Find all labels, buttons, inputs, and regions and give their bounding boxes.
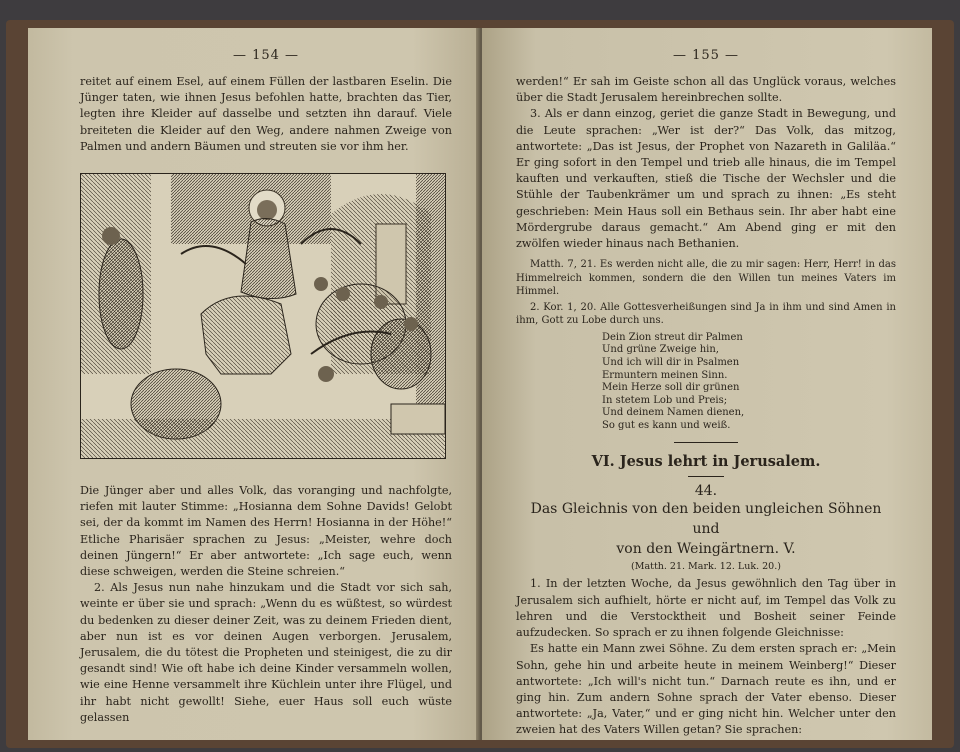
left-text-bottom-1: Die Jünger aber und alles Volk, das voranging und nachfolgte, riefen mit lauter Stimme: „Hosianna dem Sohne Davids! Gelobt sei, der da kommt im Namen des Herrn! Hosianna in der Höhe!“ Etliche Pharisäer sprachen zu Jesus: „Meister, wehre doch deinen Jüngern!“ Er aber antwortete: „Ich sage euch, wenn diese schweigen, werden die Steine schreien.“ bbox=[80, 484, 452, 579]
verse-line: Und ich will dir in Psalmen bbox=[602, 356, 740, 368]
left-page bbox=[28, 28, 480, 740]
right-text-3: 1. In der letzten Woche, da Jesus gewöhnlich den Tag über in Jerusalem sich aufhielt, hörte er nicht auf, im Tempel das Volk zu lehren und die Verstocktheit und Bosheit seiner Feinde aufzudecken. So sprach er zu ihnen folgende Gleichnisse: bbox=[516, 577, 896, 640]
verse-line: Und grüne Zweige hin, bbox=[602, 344, 719, 356]
verse-line: Und deinem Namen dienen, bbox=[602, 407, 745, 419]
verse-line: In stetem Lob und Preis; bbox=[602, 394, 728, 406]
left-text-top: reitet auf einem Esel, auf einem Füllen der lastbaren Eselin. Die Jünger taten, wie ihnen Jesus befohlen hatte, brachten das Tier, legten ihre Kleider auf dasselbe und setzten ihn darauf. Viele breiteten die Kleider auf den Weg, andere nahmen Zweige von Palmen und andern Bäumen und streuten sie vor ihm her. bbox=[80, 75, 452, 153]
right-text-1: werden!“ Er sah im Geiste schon all das Unglück voraus, welches über die Stadt Jerusalem hereinbrechen sollte. bbox=[516, 75, 896, 105]
verse-line: So gut es kann und weiß. bbox=[602, 419, 731, 431]
story-title-line-1: Das Gleichnis von den beiden ungleichen Söhnen und bbox=[530, 501, 882, 538]
verse-line: Ermuntern meinen Sinn. bbox=[602, 369, 728, 381]
scripture-ref-1: Matth. 7, 21. Es werden nicht alle, die zu mir sagen: Herr, Herr! in das Himmelreich kommen, sondern die den Willen tun meines Vaters im Himmel. bbox=[516, 259, 896, 298]
story-references: (Matth. 21. Mark. 12. Luk. 20.) bbox=[631, 561, 781, 573]
hymn-verse bbox=[602, 332, 896, 433]
right-text-4: Es hatte ein Mann zwei Söhne. Zu dem ersten sprach er: „Mein Sohn, gehe hin und arbeite heute in meinem Weinberg!“ Dieser antwortete: „Ich will's nicht tun.“ Darnach reute es ihn, und er ging hin. Zum andern Sohne sprach der Vater ebenso. Dieser antwortete: „Ja, Vater,“ und er ging nicht hin. Welcher unter den zweien hat des Vaters Willen getan? Sie sprachen: bbox=[516, 642, 896, 737]
verse-line: Dein Zion streut dir Palmen bbox=[602, 331, 743, 343]
story-number: 44. bbox=[694, 483, 718, 500]
engraving-image bbox=[81, 174, 445, 458]
section-heading: VI. Jesus lehrt in Jerusalem. bbox=[591, 453, 821, 471]
story-title-line-2: von den Weingärtnern. V. bbox=[616, 541, 796, 558]
right-text-2: 3. Als er dann einzog, geriet die ganze Stadt in Bewegung, und die Leute sprachen: „Wer ist der?“ Das Volk, das mitzog, antwortete: „Das ist Jesus, der Prophet von Nazareth in Galiläa.“ Er ging sofort in den Tempel und trieb alle hinaus, die im Tempel kauften und verkauften, stieß die Tische der Wechsler und die Stühle der Taubenkrämer um und sprach zu ihnen: „Es steht geschrieben: Mein Haus soll ein Bethaus sein. Ihr aber habt eine Mördergrube daraus gemacht.“ Am Abend ging er mit den zwölfen wieder hinaus nach Bethanien. bbox=[516, 107, 896, 251]
divider bbox=[674, 442, 738, 443]
verse-line: Mein Herze soll dir grünen bbox=[602, 382, 740, 394]
left-text-bottom-2: 2. Als Jesus nun nahe hinzukam und die Stadt vor sich sah, weinte er über sie und sprach: „Wenn du es wüßtest, so würdest du bedenken zu dieser deiner Zeit, was zu deinem Frieden dient, aber nun ist es vor deinen Augen verborgen. Jerusalem, Jerusalem, die du tötest die Propheten und steinigest, die zu dir gesandt sind! Wie oft habe ich deine Kinder versammeln wollen, wie eine Henne versammelt ihre Küchlein unter ihre Flügel, und ihr habt nicht gewollt! Siehe, euer Haus soll euch wüste gelassen bbox=[80, 581, 452, 724]
illustration-entry-into-jerusalem bbox=[80, 173, 446, 459]
scripture-ref-2: 2. Kor. 1, 20. Alle Gottesverheißungen sind Ja in ihm und sind Amen in ihm, Gott zu Lobe durch uns. bbox=[516, 301, 896, 327]
divider bbox=[688, 476, 724, 477]
open-book bbox=[6, 20, 954, 748]
page-number-right: — 155 — bbox=[672, 48, 740, 63]
right-page bbox=[482, 28, 932, 740]
page-number-left: — 154 — bbox=[232, 48, 300, 63]
